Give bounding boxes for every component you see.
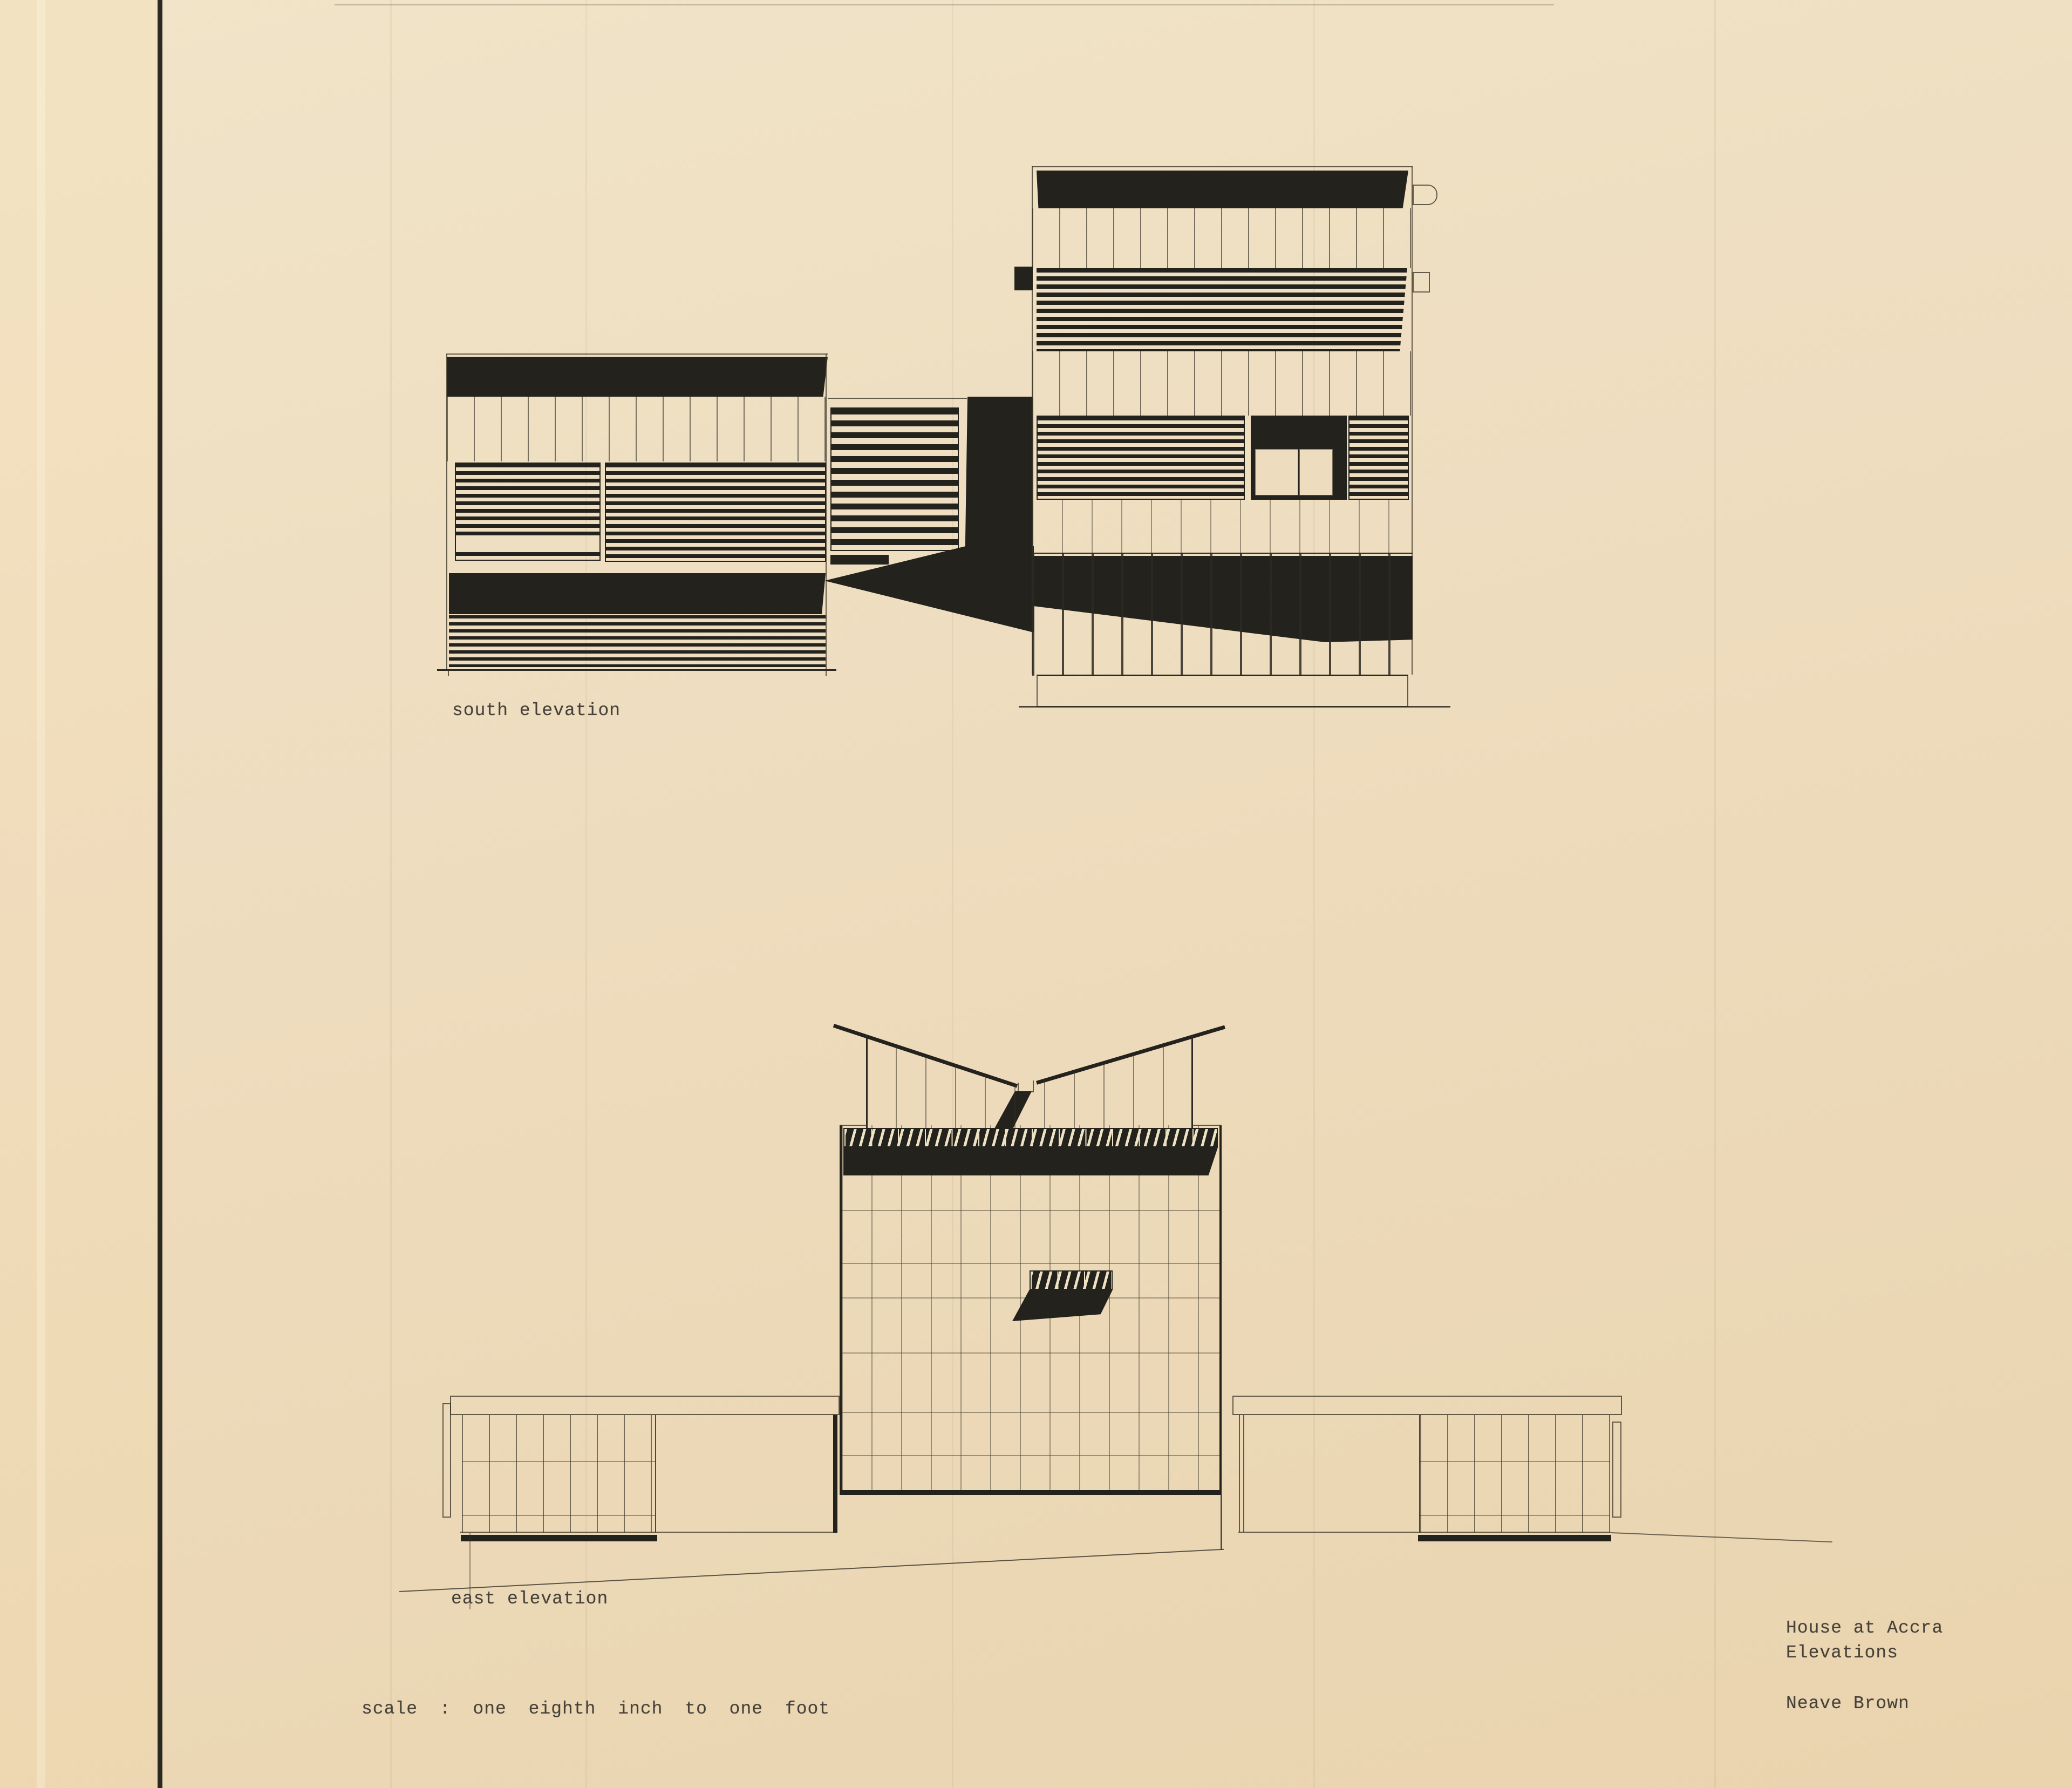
right-wall-end-strip xyxy=(1612,1422,1621,1518)
south-right-louver-panel-right xyxy=(1348,416,1409,500)
grid-hline xyxy=(462,1461,656,1462)
gutter-spout xyxy=(1413,185,1437,205)
south-right-block-wide-louvers xyxy=(1037,268,1407,351)
louver-end-nub xyxy=(1014,267,1033,290)
grid-hline xyxy=(842,1352,1219,1354)
left-wall-coping xyxy=(450,1396,840,1415)
louver-window xyxy=(1030,1270,1113,1290)
scan-streak xyxy=(390,0,392,1788)
left-margin-strip xyxy=(0,0,160,1788)
scan-streak xyxy=(1714,0,1716,1788)
south-left-block-top-line xyxy=(447,353,828,355)
margin-crease xyxy=(37,0,45,1788)
paper-top-edge-line xyxy=(335,4,1554,5)
south-left-block-mullion-band xyxy=(447,397,827,461)
title-block xyxy=(1786,1616,1943,1665)
south-right-block-roof-fascia xyxy=(1037,171,1408,208)
link-louver-panel xyxy=(830,407,959,551)
grid-hline xyxy=(1419,1515,1610,1516)
left-wall-end-strip xyxy=(442,1403,451,1518)
ground-line-left xyxy=(399,1549,1224,1592)
south-left-louver-panel-b xyxy=(605,463,826,562)
left-wall-bottom-line xyxy=(460,1532,836,1533)
south-left-block-baseline xyxy=(437,669,836,671)
sheet-name: Elevations xyxy=(1786,1643,1899,1663)
right-wall-coping xyxy=(1232,1396,1622,1415)
south-right-block-mullion-band-mid xyxy=(1032,351,1413,416)
scan-streak xyxy=(952,0,953,1788)
south-left-block-spandrel-band xyxy=(449,573,826,614)
right-wall-left-edge xyxy=(1239,1415,1240,1532)
piloti-clerestory-band xyxy=(1032,500,1413,554)
piloti-posts xyxy=(1032,553,1413,676)
binding-spine-line xyxy=(158,0,162,1788)
grid-hline xyxy=(842,1455,1219,1456)
south-left-block-base-louvers xyxy=(449,615,826,667)
east-elevation-label: east elevation xyxy=(451,1589,609,1609)
grid-hline xyxy=(842,1263,1219,1264)
wall-tab xyxy=(1413,272,1430,293)
east-block-base-line xyxy=(840,1490,1222,1495)
project-title: House at Accra xyxy=(1786,1618,1944,1638)
baseline-tick xyxy=(826,671,827,676)
south-right-louver-panel-left xyxy=(1037,416,1245,500)
clerestory-right-edge xyxy=(1191,1036,1193,1128)
right-wall-base-shadow xyxy=(1418,1535,1611,1541)
south-right-plinth xyxy=(1037,675,1408,707)
window-pane xyxy=(1299,449,1333,495)
south-right-block-mullion-band-upper xyxy=(1032,208,1413,268)
right-wall-left-edge-inner xyxy=(1243,1415,1244,1532)
plinth-right-edge xyxy=(1221,1495,1222,1550)
window-pane xyxy=(1255,449,1298,495)
south-left-louver-panel-a xyxy=(455,463,601,561)
left-wall-end-shadow xyxy=(833,1415,837,1533)
link-step-bar xyxy=(830,555,889,565)
louver-blades xyxy=(456,464,599,538)
left-wall-base-shadow xyxy=(461,1535,657,1541)
grid-hline xyxy=(842,1412,1219,1413)
scale-note: scale : one eighth inch to one foot xyxy=(362,1699,830,1719)
block-top-jog-left xyxy=(840,1125,868,1126)
louver-band-shadow xyxy=(843,1147,1218,1175)
clerestory-left-edge xyxy=(866,1035,868,1128)
baseline-tick xyxy=(448,671,449,676)
grid-hline xyxy=(462,1515,656,1516)
link-roof-line xyxy=(828,398,967,399)
south-left-block-roof-fascia xyxy=(447,357,828,397)
grid-hline xyxy=(1419,1461,1610,1462)
block-top-jog-right xyxy=(1191,1125,1222,1126)
clerestory-wall xyxy=(866,1026,1193,1128)
louver-blades xyxy=(456,552,599,560)
clerestory-louver-band xyxy=(843,1128,1218,1147)
south-elevation-label: south elevation xyxy=(452,701,621,720)
architect-name: Neave Brown xyxy=(1786,1694,1910,1714)
south-right-block-top-line xyxy=(1032,166,1413,167)
right-wall-bottom-line xyxy=(1238,1532,1611,1533)
ground-line-right xyxy=(1611,1532,1832,1542)
south-right-ground-line xyxy=(1019,706,1450,708)
south-left-block-left-edge xyxy=(446,353,447,671)
grid-hline xyxy=(842,1210,1219,1211)
